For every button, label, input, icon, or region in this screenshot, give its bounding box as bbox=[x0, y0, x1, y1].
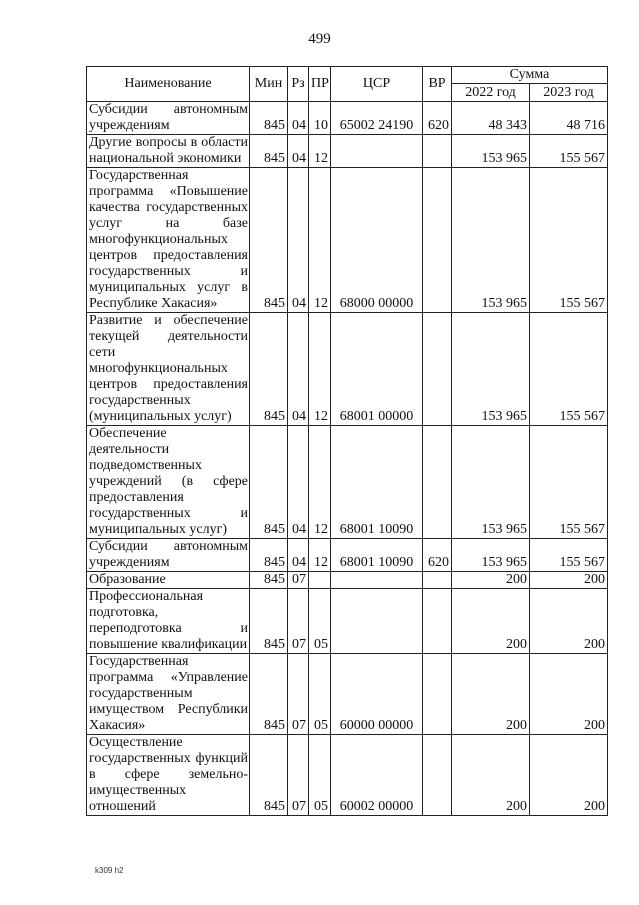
table-row bbox=[87, 313, 608, 426]
row-name: Осуществление государственных функций в сфере земельно-имущественных отношений bbox=[87, 735, 250, 816]
table-row bbox=[87, 539, 608, 572]
header-year-2023: 2023 год bbox=[530, 84, 608, 102]
row-min: 845 bbox=[250, 313, 288, 426]
row-name: Образование bbox=[87, 572, 250, 589]
row-pr: 12 bbox=[309, 135, 331, 168]
row-rz: 04 bbox=[288, 426, 309, 539]
header-sum: Сумма bbox=[452, 67, 608, 84]
row-vr bbox=[423, 426, 452, 539]
row-rz: 04 bbox=[288, 102, 309, 135]
header-vr: ВР bbox=[423, 67, 452, 102]
row-vr: 620 bbox=[423, 539, 452, 572]
row-min: 845 bbox=[250, 589, 288, 654]
row-rz: 04 bbox=[288, 539, 309, 572]
row-min: 845 bbox=[250, 102, 288, 135]
row-vr bbox=[423, 168, 452, 313]
row-min: 845 bbox=[250, 426, 288, 539]
page-number: 499 bbox=[308, 31, 331, 47]
row-vr bbox=[423, 313, 452, 426]
row-name: Развитие и обеспечение текущей деятельности сети многофункциональных центров предоставления государственных (муниципальных услуг) bbox=[87, 313, 250, 426]
row-2023: 155 567 bbox=[530, 313, 608, 426]
table-row bbox=[87, 168, 608, 313]
row-rz: 07 bbox=[288, 735, 309, 816]
row-rz: 04 bbox=[288, 135, 309, 168]
table-row bbox=[87, 735, 608, 816]
row-csr bbox=[331, 135, 423, 168]
row-2023: 155 567 bbox=[530, 135, 608, 168]
row-2023: 155 567 bbox=[530, 426, 608, 539]
row-rz: 07 bbox=[288, 654, 309, 735]
row-rz: 04 bbox=[288, 313, 309, 426]
header-name: Наименование bbox=[87, 67, 250, 102]
header-rz: Рз bbox=[288, 67, 309, 102]
footer-code: k309 h2 bbox=[95, 866, 124, 875]
row-min: 845 bbox=[250, 168, 288, 313]
row-2022: 200 bbox=[452, 572, 530, 589]
row-2022: 153 965 bbox=[452, 539, 530, 572]
row-name: Государственная программа «Управление государственным имуществом Республики Хакасия» bbox=[87, 654, 250, 735]
row-2022: 200 bbox=[452, 589, 530, 654]
row-2022: 153 965 bbox=[452, 426, 530, 539]
row-2023: 155 567 bbox=[530, 168, 608, 313]
row-min: 845 bbox=[250, 135, 288, 168]
header-min: Мин bbox=[250, 67, 288, 102]
row-csr bbox=[331, 572, 423, 589]
table-body bbox=[87, 102, 608, 816]
row-min: 845 bbox=[250, 735, 288, 816]
row-2022: 153 965 bbox=[452, 135, 530, 168]
row-2022: 48 343 bbox=[452, 102, 530, 135]
budget-table bbox=[86, 66, 608, 816]
row-pr: 05 bbox=[309, 589, 331, 654]
row-2022: 153 965 bbox=[452, 313, 530, 426]
row-name: Профессиональная подготовка, переподготовка и повышение квалификации bbox=[87, 589, 250, 654]
row-2022: 200 bbox=[452, 654, 530, 735]
row-csr: 60002 00000 bbox=[331, 735, 423, 816]
row-2022: 200 bbox=[452, 735, 530, 816]
row-vr bbox=[423, 654, 452, 735]
row-2023: 200 bbox=[530, 654, 608, 735]
header-year-2022: 2022 год bbox=[452, 84, 530, 102]
row-rz: 04 bbox=[288, 168, 309, 313]
table-row bbox=[87, 135, 608, 168]
row-name: Государственная программа «Повышение качества государственных услуг на базе многофункциональных центров предоставления государственных и муниципальных услуг в Республике Хакасия» bbox=[87, 168, 250, 313]
row-pr: 10 bbox=[309, 102, 331, 135]
row-2023: 200 bbox=[530, 735, 608, 816]
row-2023: 48 716 bbox=[530, 102, 608, 135]
row-name: Субсидии автономным учреждениям bbox=[87, 102, 250, 135]
row-vr bbox=[423, 572, 452, 589]
row-2023: 200 bbox=[530, 589, 608, 654]
table-row bbox=[87, 589, 608, 654]
row-2023: 155 567 bbox=[530, 539, 608, 572]
row-pr: 05 bbox=[309, 735, 331, 816]
row-2022: 153 965 bbox=[452, 168, 530, 313]
table-row bbox=[87, 426, 608, 539]
row-vr bbox=[423, 735, 452, 816]
row-rz: 07 bbox=[288, 589, 309, 654]
row-csr: 68001 10090 bbox=[331, 539, 423, 572]
table-row bbox=[87, 654, 608, 735]
row-csr: 68001 10090 bbox=[331, 426, 423, 539]
row-pr: 12 bbox=[309, 168, 331, 313]
row-csr: 60000 00000 bbox=[331, 654, 423, 735]
row-csr: 65002 24190 bbox=[331, 102, 423, 135]
row-name: Субсидии автономным учреждениям bbox=[87, 539, 250, 572]
header-pr: ПР bbox=[309, 67, 331, 102]
row-pr: 12 bbox=[309, 313, 331, 426]
row-2023: 200 bbox=[530, 572, 608, 589]
table-row bbox=[87, 572, 608, 589]
row-rz: 07 bbox=[288, 572, 309, 589]
row-csr: 68000 00000 bbox=[331, 168, 423, 313]
header-csr: ЦСР bbox=[331, 67, 423, 102]
row-pr: 05 bbox=[309, 654, 331, 735]
row-csr bbox=[331, 589, 423, 654]
table-row bbox=[87, 102, 608, 135]
row-pr bbox=[309, 572, 331, 589]
row-min: 845 bbox=[250, 572, 288, 589]
row-min: 845 bbox=[250, 539, 288, 572]
row-name: Другие вопросы в области национальной экономики bbox=[87, 135, 250, 168]
row-csr: 68001 00000 bbox=[331, 313, 423, 426]
row-vr bbox=[423, 589, 452, 654]
row-pr: 12 bbox=[309, 539, 331, 572]
row-pr: 12 bbox=[309, 426, 331, 539]
row-name: Обеспечение деятельности подведомственных учреждений (в сфере предоставления государственных и муниципальных услуг) bbox=[87, 426, 250, 539]
row-vr bbox=[423, 135, 452, 168]
row-min: 845 bbox=[250, 654, 288, 735]
row-vr: 620 bbox=[423, 102, 452, 135]
